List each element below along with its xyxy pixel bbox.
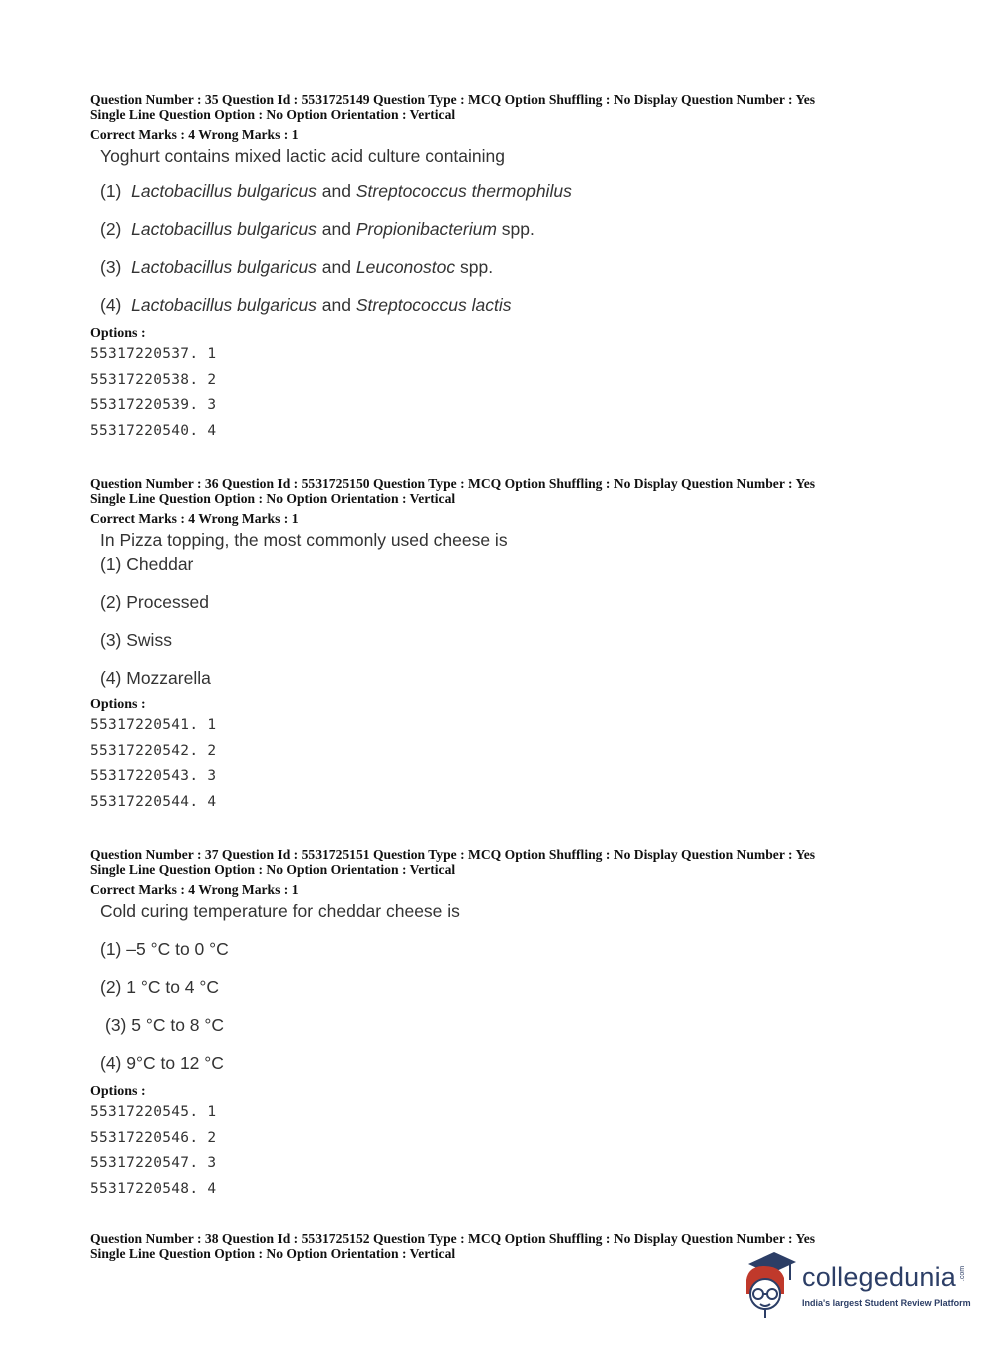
answer-option: (3) 5 °C to 8 °C: [105, 1015, 225, 1035]
option-id: 55317220543. 3: [90, 768, 217, 784]
question-37: [90, 847, 950, 1202]
question-meta-line2: Single Line Question Option : No Option Orientation : Vertical: [90, 1246, 456, 1261]
option-id: 55317220542. 2: [90, 742, 217, 759]
question-text: Cold curing temperature for cheddar cheese is: [100, 901, 460, 921]
answer-option: (2) Processed: [100, 592, 209, 612]
option-id: 55317220541. 1: [90, 717, 217, 733]
question-text: In Pizza topping, the most commonly used cheese is: [100, 530, 508, 550]
question-36: [90, 476, 950, 815]
question-meta: Question Number : 38 Question Id : 5531725152 Question Type : MCQ Option Shuffling : No Display Question Number : Yes: [90, 1231, 816, 1246]
answer-option: (1) Cheddar: [100, 554, 194, 574]
student-mascot-icon: [740, 1250, 800, 1320]
answer-option: (1) –5 °C to 0 °C: [100, 939, 229, 959]
question-text: Yoghurt contains mixed lactic acid culture containing: [100, 146, 506, 166]
question-marks: Correct Marks : 4 Wrong Marks : 1: [90, 511, 299, 526]
option-id: 55317220540. 4: [90, 422, 217, 439]
answer-option: (4) 9°C to 12 °C: [100, 1053, 224, 1073]
option-id: 55317220545. 1: [90, 1104, 217, 1120]
options-label: Options :: [90, 1084, 146, 1099]
option-id: 55317220546. 2: [90, 1129, 217, 1146]
question-meta: Question Number : 36 Question Id : 5531725150 Question Type : MCQ Option Shuffling : No Display Question Number : Yes: [90, 476, 816, 491]
option-id: 55317220538. 2: [90, 371, 217, 388]
question-meta: Question Number : 35 Question Id : 5531725149 Question Type : MCQ Option Shuffling : No Display Question Number : Yes: [90, 92, 816, 107]
logo-tagline: India's largest Student Review Platform: [802, 1298, 971, 1308]
options-label: Options :: [90, 326, 146, 341]
logo-wordmark: collegedunia: [802, 1262, 957, 1292]
question-35: [90, 92, 950, 444]
answer-option: (2) Lactobacillus bulgaricus and Propionibacterium spp.: [100, 219, 535, 239]
question-meta-line2: Single Line Question Option : No Option Orientation : Vertical: [90, 491, 456, 506]
option-id: 55317220544. 4: [90, 793, 217, 810]
question-meta: Question Number : 37 Question Id : 5531725151 Question Type : MCQ Option Shuffling : No Display Question Number : Yes: [90, 847, 816, 862]
answer-option: (4) Lactobacillus bulgaricus and Streptococcus lactis: [100, 295, 512, 315]
option-id: 55317220537. 1: [90, 346, 217, 362]
answer-option: (1) Lactobacillus bulgaricus and Streptococcus thermophilus: [100, 181, 572, 201]
question-meta-line2: Single Line Question Option : No Option Orientation : Vertical: [90, 107, 456, 122]
option-id: 55317220548. 4: [90, 1180, 217, 1197]
logo-com: .com: [959, 1265, 967, 1282]
option-id: 55317220539. 3: [90, 397, 217, 413]
question-meta-line2: Single Line Question Option : No Option Orientation : Vertical: [90, 862, 456, 877]
answer-option: (3) Swiss: [100, 630, 172, 650]
options-label: Options :: [90, 697, 146, 712]
option-id: 55317220547. 3: [90, 1155, 217, 1171]
answer-option: (2) 1 °C to 4 °C: [100, 977, 220, 997]
answer-option: (3) Lactobacillus bulgaricus and Leuconostoc spp.: [100, 257, 494, 277]
answer-option: (4) Mozzarella: [100, 668, 211, 688]
collegedunia-logo: [740, 1250, 970, 1320]
question-marks: Correct Marks : 4 Wrong Marks : 1: [90, 882, 299, 897]
question-marks: Correct Marks : 4 Wrong Marks : 1: [90, 127, 299, 142]
